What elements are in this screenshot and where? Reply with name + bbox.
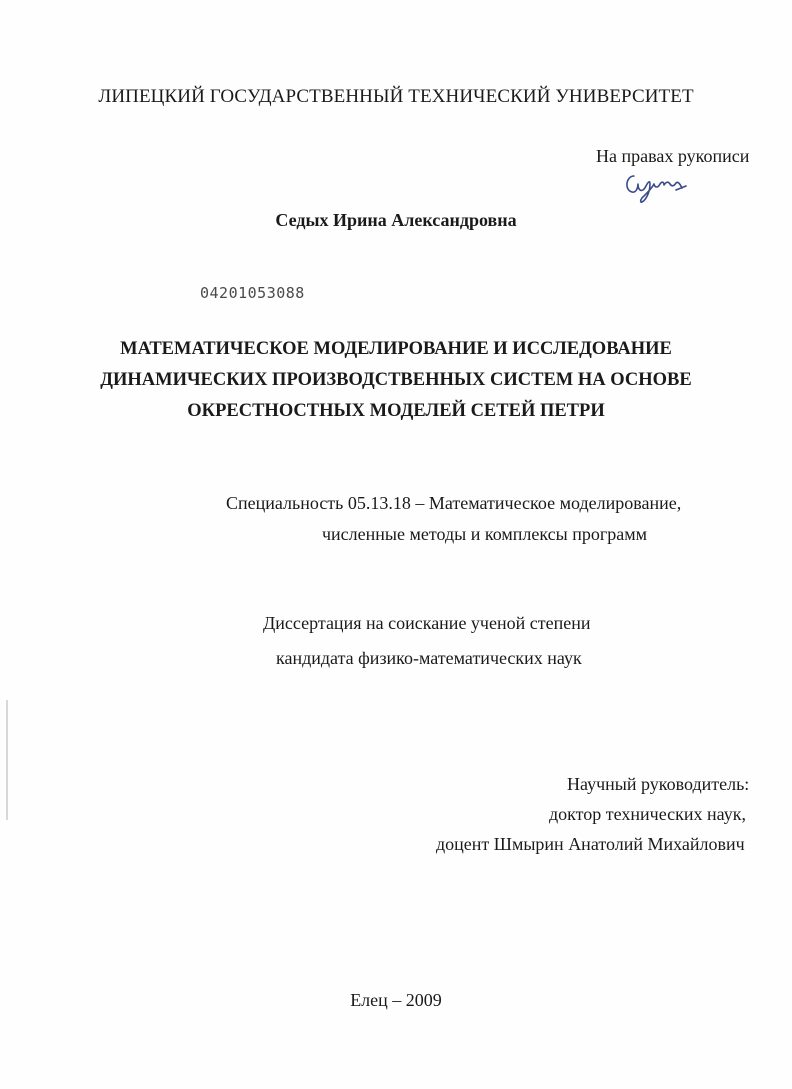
title-line: ДИНАМИЧЕСКИХ ПРОИЗВОДСТВЕННЫХ СИСТЕМ НА ОСНОВЕ (100, 370, 692, 390)
author-name: Седых Ирина Александровна (275, 210, 517, 230)
university-name: ЛИПЕЦКИЙ ГОСУДАРСТВЕННЫЙ ТЕХНИЧЕСКИЙ УНИВЕРСИТЕТ (98, 86, 694, 107)
signature-icon (620, 166, 690, 206)
title-line: ОКРЕСТНОСТНЫХ МОДЕЛЕЙ СЕТЕЙ ПЕТРИ (187, 401, 605, 421)
degree-line-2: кандидата физико-математических наук (276, 648, 582, 668)
specialty-line-1: Специальность 05.13.18 – Математическое моделирование, (226, 493, 682, 513)
manuscript-rights-note: На правах рукописи (596, 146, 750, 166)
city-year: Елец – 2009 (350, 990, 442, 1010)
degree-line-1: Диссертация на соискание ученой степени (263, 613, 591, 633)
advisor-name: доцент Шмырин Анатолий Михайлович (436, 834, 745, 854)
registration-number: 04201053088 (200, 284, 305, 302)
advisor-label: Научный руководитель: (567, 774, 750, 794)
title-line: МАТЕМАТИЧЕСКОЕ МОДЕЛИРОВАНИЕ И ИССЛЕДОВАНИЕ (120, 339, 672, 359)
dissertation-title (0, 334, 792, 427)
scan-edge-mark (6, 700, 8, 820)
advisor-degree: доктор технических наук, (549, 804, 746, 824)
specialty-line-2: численные методы и комплексы программ (322, 524, 648, 544)
